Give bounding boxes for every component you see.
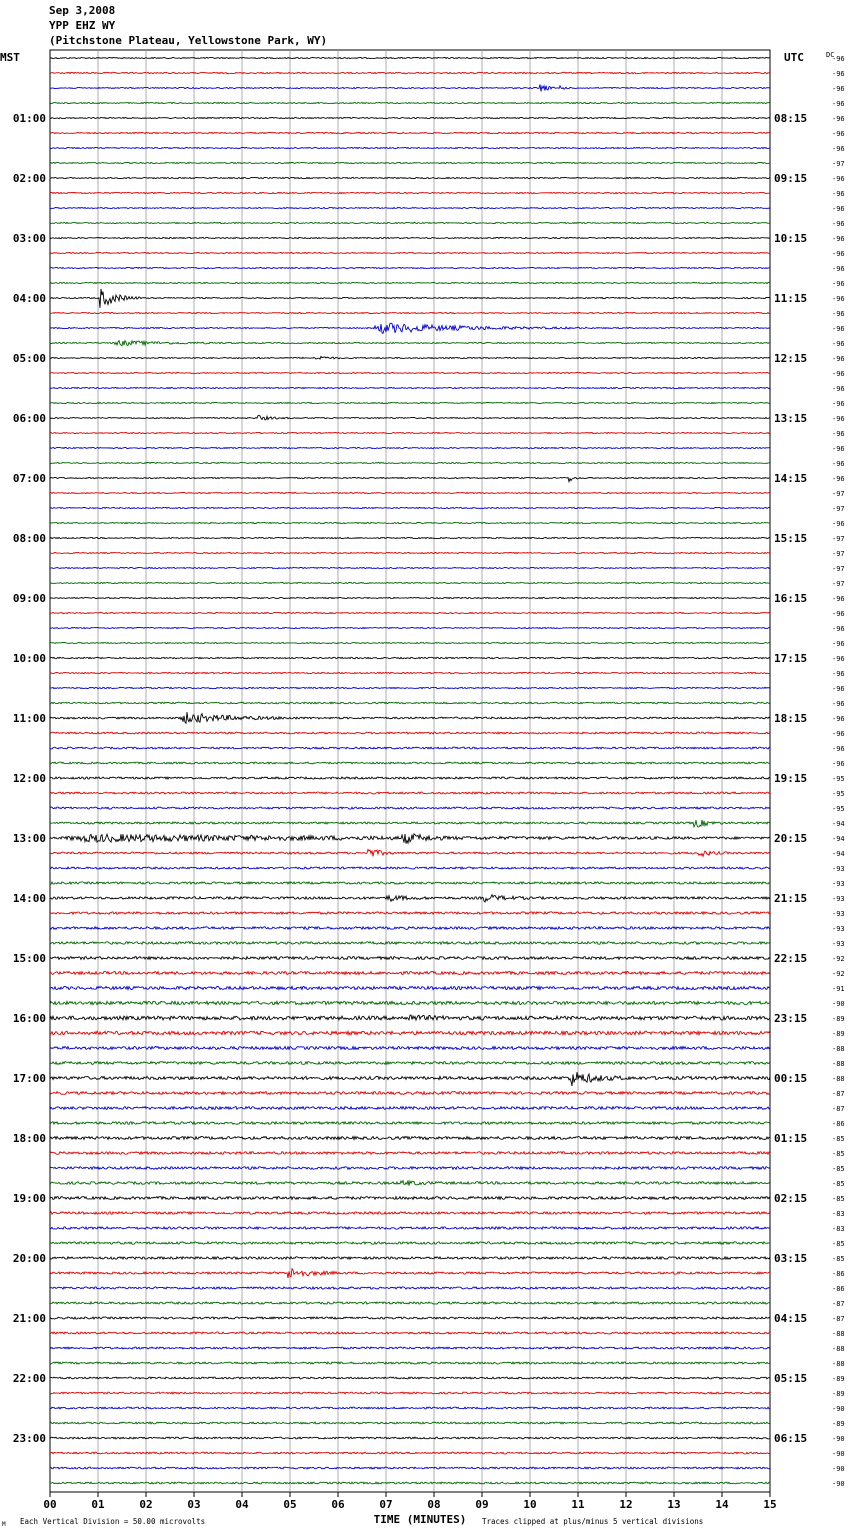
trace-row [50, 834, 770, 844]
trace-row [50, 207, 770, 208]
dc-offset-label: -85 [832, 1255, 845, 1263]
left-hour-label: 21:00 [12, 1312, 46, 1325]
dc-offset-label: -88 [832, 1060, 845, 1068]
trace-row [50, 582, 770, 583]
plot-frame [50, 50, 770, 1492]
trace-row [50, 85, 770, 92]
trace-row [50, 957, 770, 960]
x-tick-label: 13 [667, 1498, 681, 1511]
right-hour-label: 08:15 [774, 112, 808, 125]
dc-offset-label: -96 [832, 295, 845, 303]
dc-offset-label: -87 [832, 1090, 845, 1098]
dc-offset-label: -96 [832, 445, 845, 453]
trace-row [50, 387, 770, 388]
trace-row [50, 522, 770, 523]
x-tick-label: 11 [571, 1498, 585, 1511]
trace-row [50, 820, 770, 827]
trace-row [50, 1482, 770, 1484]
trace-row [50, 341, 770, 346]
dc-offset-label: -92 [832, 955, 845, 963]
right-hour-label: 03:15 [774, 1252, 808, 1265]
trace-row [50, 447, 770, 448]
trace-row [50, 415, 770, 420]
dc-offset-label: -96 [832, 430, 845, 438]
dc-offset-label: -96 [832, 370, 845, 378]
trace-row [50, 1072, 770, 1086]
trace-row [50, 1269, 770, 1278]
trace-row [50, 777, 770, 779]
dc-offset-label: -96 [832, 175, 845, 183]
trace-row [50, 882, 770, 884]
left-hour-label: 07:00 [12, 472, 46, 485]
trace-row [50, 1122, 770, 1125]
dc-offset-label: -96 [832, 745, 845, 753]
trace-row [50, 895, 770, 902]
trace-row [50, 642, 770, 643]
left-hour-label: 08:00 [12, 532, 46, 545]
trace-row [50, 312, 770, 313]
trace-row [50, 192, 770, 193]
trace-row [50, 927, 770, 930]
trace-row [50, 762, 770, 764]
right-hour-label: 10:15 [774, 232, 808, 245]
trace-row [50, 687, 770, 688]
x-tick-label: 07 [379, 1498, 393, 1511]
trace-row [50, 132, 770, 133]
dc-offset-label: -96 [832, 520, 845, 528]
trace-row [50, 792, 770, 794]
left-hour-label: 15:00 [12, 952, 46, 965]
dc-offset-label: -96 [832, 145, 845, 153]
seismic-traces [50, 57, 770, 1483]
dc-offset-label: -83 [832, 1225, 845, 1233]
trace-row [50, 1092, 770, 1095]
dc-offset-label: -90 [832, 1465, 845, 1473]
right-hour-label: 05:15 [774, 1372, 808, 1385]
dc-offset-label: -92 [832, 970, 845, 978]
dc-offset-label: -97 [832, 565, 845, 573]
dc-offset-label: -96 [832, 415, 845, 423]
left-hour-label: 16:00 [12, 1012, 46, 1025]
trace-row [50, 942, 770, 945]
x-tick-label: 08 [427, 1498, 441, 1511]
dc-offset-label: -85 [832, 1165, 845, 1173]
right-hour-label: 20:15 [774, 832, 808, 845]
right-hour-label: 09:15 [774, 172, 808, 185]
dc-offset-label: -97 [832, 505, 845, 513]
left-hour-label: 06:00 [12, 412, 46, 425]
right-hour-label: 17:15 [774, 652, 808, 665]
left-hour-label: 13:00 [12, 832, 46, 845]
trace-row [50, 732, 770, 734]
x-tick-label: 03 [187, 1498, 201, 1511]
axis-labels [13, 55, 845, 1511]
corner-mark: M [2, 1521, 6, 1528]
dc-offset-label: -96 [832, 280, 845, 288]
dc-offset-label: -85 [832, 1135, 845, 1143]
dc-offset-label: -96 [832, 325, 845, 333]
x-tick-label: 09 [475, 1498, 489, 1511]
trace-row [50, 1062, 770, 1065]
trace-row [50, 267, 770, 268]
trace-row [50, 282, 770, 283]
trace-row [50, 552, 770, 553]
dc-offset-label: -97 [832, 535, 845, 543]
right-hour-label: 12:15 [774, 352, 808, 365]
dc-offset-label: -85 [832, 1180, 845, 1188]
right-hour-label: 23:15 [774, 1012, 808, 1025]
right-hour-label: 02:15 [774, 1192, 808, 1205]
dc-offset-label: -88 [832, 1330, 845, 1338]
dc-offset-label: -96 [832, 85, 845, 93]
dc-offset-label: -93 [832, 910, 845, 918]
left-hour-label: 01:00 [12, 112, 46, 125]
dc-offset-label: -91 [832, 985, 845, 993]
dc-offset-label: -95 [832, 790, 845, 798]
x-tick-label: 06 [331, 1498, 345, 1511]
dc-offset-label: -97 [832, 160, 845, 168]
trace-row [50, 402, 770, 403]
dc-offset-label: -96 [832, 475, 845, 483]
trace-row [50, 1227, 770, 1229]
trace-row [50, 237, 770, 238]
trace-row [50, 612, 770, 613]
trace-row [50, 1137, 770, 1140]
trace-row [50, 356, 770, 359]
trace-row [50, 1197, 770, 1200]
dc-offset-label: -89 [832, 1375, 845, 1383]
left-hour-label: 10:00 [12, 652, 46, 665]
left-hour-label: 17:00 [12, 1072, 46, 1085]
left-hour-label: 02:00 [12, 172, 46, 185]
dc-label: DC [826, 51, 835, 59]
trace-row [50, 1031, 770, 1035]
chart-station: YPP EHZ WY [49, 19, 116, 32]
trace-row [50, 712, 770, 723]
trace-row [50, 1047, 770, 1050]
trace-row [50, 1437, 770, 1439]
left-hour-label: 23:00 [12, 1432, 46, 1445]
dc-offset-label: -96 [832, 115, 845, 123]
dc-offset-label: -96 [832, 760, 845, 768]
trace-row [50, 1001, 770, 1004]
dc-offset-label: -88 [832, 1045, 845, 1053]
right-zone-label: UTC [784, 51, 804, 64]
trace-row [50, 477, 770, 481]
trace-row [50, 1422, 770, 1424]
x-tick-label: 15 [763, 1498, 777, 1511]
trace-row [50, 1257, 770, 1259]
dc-offset-label: -96 [832, 610, 845, 618]
right-hour-label: 01:15 [774, 1132, 808, 1145]
trace-row [50, 1107, 770, 1110]
trace-row [50, 102, 770, 103]
right-hour-label: 19:15 [774, 772, 808, 785]
dc-offset-label: -89 [832, 1420, 845, 1428]
trace-row [50, 177, 770, 178]
right-hour-label: 18:15 [774, 712, 808, 725]
trace-row [50, 1287, 770, 1289]
dc-offset-label: -96 [832, 190, 845, 198]
trace-row [50, 537, 770, 538]
left-hour-label: 03:00 [12, 232, 46, 245]
x-tick-label: 01 [91, 1498, 105, 1511]
trace-row [50, 1242, 770, 1244]
dc-offset-label: -93 [832, 895, 845, 903]
chart-date: Sep 3,2008 [49, 4, 116, 17]
trace-row [50, 1452, 770, 1454]
trace-row [50, 986, 770, 989]
dc-offset-label: -93 [832, 880, 845, 888]
dc-offset-label: -90 [832, 1000, 845, 1008]
trace-row [50, 597, 770, 598]
dc-offset-label: -94 [832, 850, 845, 858]
trace-row [50, 627, 770, 628]
trace-row [50, 252, 770, 253]
trace-row [50, 222, 770, 223]
left-hour-label: 22:00 [12, 1372, 46, 1385]
right-hour-label: 21:15 [774, 892, 808, 905]
dc-offset-label: -96 [832, 250, 845, 258]
dc-offset-label: -96 [832, 340, 845, 348]
trace-row [50, 702, 770, 704]
dc-offset-label: -96 [832, 205, 845, 213]
trace-row [50, 1347, 770, 1349]
dc-offset-label: -90 [832, 1450, 845, 1458]
trace-row [50, 1302, 770, 1304]
dc-offset-label: -88 [832, 1075, 845, 1083]
dc-offset-label: -96 [832, 730, 845, 738]
dc-offset-label: -96 [832, 700, 845, 708]
trace-row [50, 1015, 770, 1020]
left-hour-label: 18:00 [12, 1132, 46, 1145]
trace-row [50, 1317, 770, 1319]
x-tick-label: 02 [139, 1498, 153, 1511]
trace-row [50, 372, 770, 373]
left-hour-label: 20:00 [12, 1252, 46, 1265]
left-hour-label: 05:00 [12, 352, 46, 365]
trace-row [50, 1332, 770, 1334]
x-tick-label: 00 [43, 1498, 57, 1511]
chart-location: (Pitchstone Plateau, Yellowstone Park, WY) [49, 34, 328, 47]
trace-row [50, 1467, 770, 1469]
right-hour-label: 14:15 [774, 472, 808, 485]
dc-offset-label: -96 [832, 625, 845, 633]
grid-lines [50, 50, 770, 1497]
trace-row [50, 972, 770, 975]
trace-row [50, 1212, 770, 1214]
dc-offset-label: -87 [832, 1105, 845, 1113]
dc-offset-label: -85 [832, 1150, 845, 1158]
dc-offset-label: -96 [832, 235, 845, 243]
left-hour-label: 12:00 [12, 772, 46, 785]
right-hour-label: 15:15 [774, 532, 808, 545]
dc-offset-label: -96 [832, 595, 845, 603]
right-hour-label: 13:15 [774, 412, 808, 425]
dc-offset-label: -96 [832, 385, 845, 393]
dc-offset-label: -83 [832, 1210, 845, 1218]
trace-row [50, 807, 770, 809]
x-tick-label: 12 [619, 1498, 633, 1511]
trace-row [50, 567, 770, 568]
trace-row [50, 1392, 770, 1394]
dc-offset-label: -96 [832, 715, 845, 723]
right-hour-label: 00:15 [774, 1072, 808, 1085]
trace-row [50, 289, 770, 308]
dc-offset-label: -96 [832, 310, 845, 318]
left-hour-label: 19:00 [12, 1192, 46, 1205]
right-hour-label: 11:15 [774, 292, 808, 305]
left-hour-label: 09:00 [12, 592, 46, 605]
trace-row [50, 1167, 770, 1170]
dc-offset-label: -85 [832, 1195, 845, 1203]
scale-note: Each Vertical Division = 50.00 microvolts [20, 1517, 206, 1526]
dc-offset-label: -89 [832, 1390, 845, 1398]
trace-row [50, 162, 770, 163]
dc-offset-label: -95 [832, 805, 845, 813]
trace-row [50, 117, 770, 118]
dc-offset-label: -93 [832, 865, 845, 873]
dc-offset-label: -96 [832, 100, 845, 108]
trace-row [50, 432, 770, 433]
x-tick-label: 05 [283, 1498, 297, 1511]
dc-offset-label: -96 [832, 355, 845, 363]
dc-offset-label: -96 [832, 400, 845, 408]
dc-offset-label: -94 [832, 820, 845, 828]
dc-offset-label: -96 [832, 265, 845, 273]
dc-offset-label: -90 [832, 1405, 845, 1413]
dc-offset-label: -87 [832, 1300, 845, 1308]
dc-offset-label: -93 [832, 940, 845, 948]
trace-row [50, 912, 770, 914]
dc-offset-label: -86 [832, 1120, 845, 1128]
trace-row [50, 657, 770, 658]
dc-offset-label: -86 [832, 1285, 845, 1293]
trace-row [50, 747, 770, 749]
dc-offset-label: -89 [832, 1015, 845, 1023]
dc-offset-label: -97 [832, 490, 845, 498]
trace-row [50, 507, 770, 508]
trace-row [50, 57, 770, 58]
trace-row [50, 147, 770, 148]
trace-row [50, 323, 770, 333]
right-hour-label: 22:15 [774, 952, 808, 965]
dc-offset-label: -86 [832, 1270, 845, 1278]
trace-row [50, 462, 770, 463]
dc-offset-label: -97 [832, 550, 845, 558]
dc-offset-label: -96 [832, 670, 845, 678]
dc-offset-label: -96 [832, 70, 845, 78]
trace-row [50, 1152, 770, 1155]
trace-row [50, 72, 770, 73]
right-hour-label: 16:15 [774, 592, 808, 605]
dc-offset-label: -90 [832, 1480, 845, 1488]
dc-offset-label: -85 [832, 1240, 845, 1248]
dc-offset-label: -96 [832, 220, 845, 228]
dc-offset-label: -88 [832, 1345, 845, 1353]
trace-row [50, 492, 770, 493]
x-axis-label: TIME (MINUTES) [373, 1513, 467, 1526]
dc-offset-label: -96 [832, 55, 845, 63]
dc-offset-label: -96 [832, 130, 845, 138]
x-tick-label: 14 [715, 1498, 729, 1511]
dc-offset-label: -95 [832, 775, 845, 783]
trace-row [50, 1407, 770, 1409]
trace-row [50, 1180, 770, 1185]
left-zone-label: MST [0, 51, 20, 64]
dc-offset-label: -87 [832, 1315, 845, 1323]
trace-row [50, 672, 770, 673]
dc-offset-label: -93 [832, 925, 845, 933]
trace-row [50, 1362, 770, 1364]
dc-offset-label: -89 [832, 1030, 845, 1038]
trace-row [50, 849, 770, 856]
dc-offset-label: -88 [832, 1360, 845, 1368]
trace-row [50, 1377, 770, 1379]
trace-row [50, 867, 770, 869]
dc-offset-label: -96 [832, 685, 845, 693]
left-hour-label: 04:00 [12, 292, 46, 305]
dc-offset-label: -96 [832, 460, 845, 468]
dc-offset-label: -94 [832, 835, 845, 843]
clip-note: Traces clipped at plus/minus 5 vertical divisions [482, 1517, 704, 1526]
left-hour-label: 11:00 [12, 712, 46, 725]
right-hour-label: 06:15 [774, 1432, 808, 1445]
dc-offset-label: -96 [832, 640, 845, 648]
dc-offset-label: -90 [832, 1435, 845, 1443]
x-tick-label: 10 [523, 1498, 537, 1511]
dc-offset-label: -97 [832, 580, 845, 588]
left-hour-label: 14:00 [12, 892, 46, 905]
x-tick-label: 04 [235, 1498, 249, 1511]
dc-offset-label: -96 [832, 655, 845, 663]
right-hour-label: 04:15 [774, 1312, 808, 1325]
